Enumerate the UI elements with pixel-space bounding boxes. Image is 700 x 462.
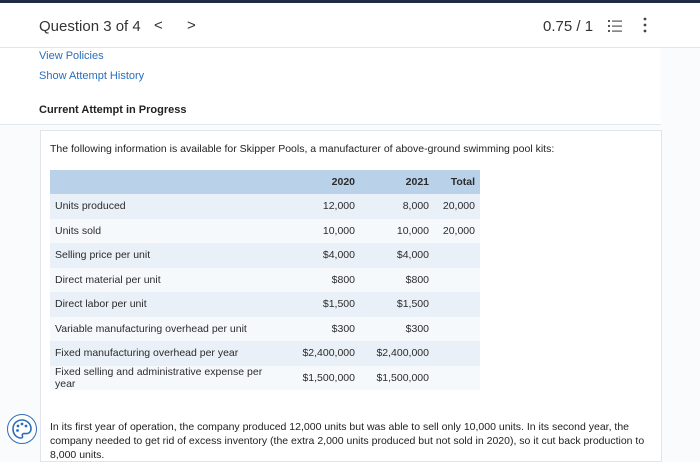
table-header-2021: 2021 (360, 170, 434, 194)
table-header-2020: 2020 (290, 170, 360, 194)
table-row (50, 317, 480, 342)
row-label: Fixed manufacturing overhead per year (50, 341, 290, 366)
cell-2021: $4,000 (360, 243, 434, 268)
cell-total (434, 243, 480, 268)
table-row (50, 341, 480, 366)
cell-2020: 10,000 (290, 219, 360, 244)
question-header (0, 3, 700, 48)
attempt-title: Current Attempt in Progress (39, 104, 187, 116)
question-counter: Question 3 of 4 (39, 18, 141, 35)
list-icon[interactable] (608, 19, 622, 33)
cell-total (434, 317, 480, 342)
cell-2021: 8,000 (360, 194, 434, 219)
view-policies-link[interactable]: View Policies (39, 50, 104, 62)
table-row (50, 194, 480, 219)
cell-2021: $2,400,000 (360, 341, 434, 366)
attempt-status (0, 90, 661, 125)
cell-2021: $300 (360, 317, 434, 342)
row-label: Direct labor per unit (50, 292, 290, 317)
table-row (50, 366, 480, 391)
cell-2020: $300 (290, 317, 360, 342)
cell-total: 20,000 (434, 194, 480, 219)
cell-total: 20,000 (434, 219, 480, 244)
row-label: Direct material per unit (50, 268, 290, 293)
cell-total (434, 341, 480, 366)
cell-total (434, 268, 480, 293)
table-row (50, 243, 480, 268)
accessibility-button[interactable] (7, 414, 37, 444)
cell-2020: 12,000 (290, 194, 360, 219)
question-score: 0.75 / 1 (543, 18, 594, 35)
cell-2020: $2,400,000 (290, 341, 360, 366)
cell-2020: $1,500,000 (290, 366, 360, 391)
table-header-total: Total (434, 170, 480, 194)
cell-2020: $4,000 (290, 243, 360, 268)
table-row (50, 219, 480, 244)
cell-2020: $1,500 (290, 292, 360, 317)
policy-links (0, 48, 661, 90)
table-row (50, 292, 480, 317)
show-attempt-history-link[interactable]: Show Attempt History (39, 70, 145, 82)
table-row (50, 268, 480, 293)
more-vertical-icon[interactable] (642, 17, 648, 33)
cell-2021: $800 (360, 268, 434, 293)
previous-question-button[interactable]: < (154, 17, 163, 34)
row-label: Units produced (50, 194, 290, 219)
question-paragraph: In its first year of operation, the company produced 12,000 units but was able to sell only 10,000 units. In its second year, the company needed to get rid of excess inventory (the extra 2,000 units produced but not sold in 2020), so it cut back production to 8,000 units. (50, 421, 645, 461)
question-card (40, 130, 662, 462)
cell-2021: $1,500,000 (360, 366, 434, 391)
cell-2021: $1,500 (360, 292, 434, 317)
table-header-blank (50, 170, 290, 194)
palette-icon (8, 415, 36, 443)
cell-total (434, 292, 480, 317)
row-label: Selling price per unit (50, 243, 290, 268)
next-question-button[interactable]: > (187, 17, 196, 34)
cell-2021: 10,000 (360, 219, 434, 244)
cell-2020: $800 (290, 268, 360, 293)
row-label: Variable manufacturing overhead per unit (50, 317, 290, 342)
table-header-row (50, 170, 480, 194)
cell-total (434, 366, 480, 391)
question-intro: The following information is available for Skipper Pools, a manufacturer of above-ground swimming pool kits: (50, 143, 555, 155)
row-label: Fixed selling and administrative expense per year (50, 366, 290, 391)
row-label: Units sold (50, 219, 290, 244)
data-table (50, 170, 480, 390)
